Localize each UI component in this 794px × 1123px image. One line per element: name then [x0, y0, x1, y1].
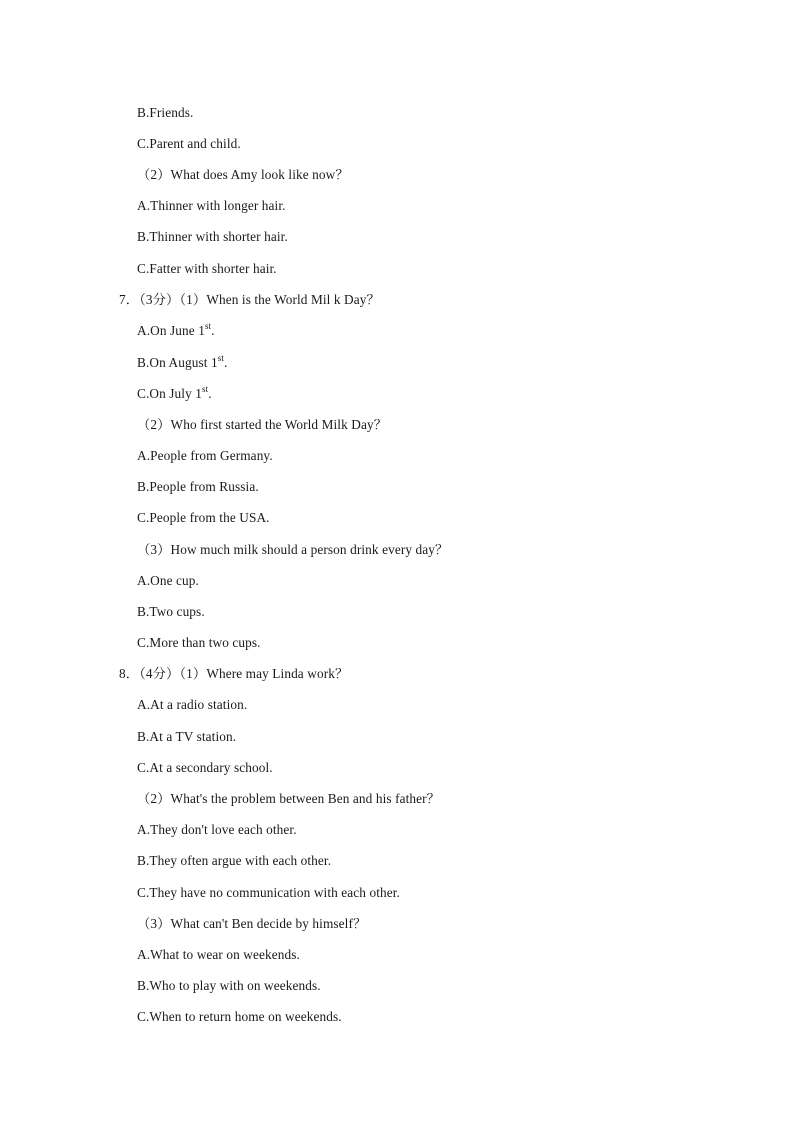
q7-sub2-option-b: B.People from Russia.: [137, 479, 259, 494]
option-end: .: [223, 355, 228, 370]
ordinal-suffix: st: [202, 383, 209, 394]
q8-sub1-option-a: A.At a radio station.: [137, 697, 248, 712]
q7-sub2-question: （2）Who first started the World Milk Day？: [137, 417, 388, 432]
q7-sub1-option-a: [137, 320, 215, 339]
ordinal-suffix: st: [204, 320, 212, 331]
q8-sub2-question: （2）What's the problem between Ben and his father？: [137, 791, 441, 806]
option-text: C.On July 1: [137, 386, 203, 401]
option-text: A.On June 1: [137, 323, 205, 338]
option-end: .: [208, 386, 212, 401]
q7-sub1-option-b: [137, 352, 228, 371]
q6-option-c: C.Parent and child.: [137, 136, 241, 151]
q7-sub2-option-a: A.People from Germany.: [137, 448, 273, 463]
q7-sub3-option-c: C.More than two cups.: [137, 635, 261, 650]
q6-sub2-option-b: B.Thinner with shorter hair.: [137, 229, 288, 244]
q7-sub3-option-a: A.One cup.: [137, 573, 199, 588]
q8-sub2-option-b: B.They often argue with each other.: [137, 853, 332, 868]
q7-sub3-option-b: B.Two cups.: [137, 604, 205, 619]
q8-header: 8．（4分）（1）Where may Linda work？: [119, 666, 349, 681]
q8-sub3-option-c: C.When to return home on weekends.: [137, 1009, 342, 1024]
q7-header: 7．（3分）（1）When is the World Mil k Day？: [119, 292, 380, 307]
q6-sub2-question: （2）What does Amy look like now？: [137, 167, 349, 182]
option-end: .: [211, 323, 215, 338]
q8-sub2-option-c: C.They have no communication with each other.: [137, 885, 400, 900]
q8-sub3-option-a: A.What to wear on weekends.: [137, 947, 300, 962]
q6-option-b: B.Friends.: [137, 105, 194, 120]
q7-sub3-question: （3）How much milk should a person drink every day？: [137, 542, 449, 557]
q6-sub2-option-c: C.Fatter with shorter hair.: [137, 261, 277, 276]
q7-sub2-option-c: C.People from the USA.: [137, 510, 270, 525]
q6-sub2-option-a: A.Thinner with longer hair.: [137, 198, 286, 213]
q8-sub1-option-c: C.At a secondary school.: [137, 760, 273, 775]
q7-sub1-option-c: [137, 383, 212, 402]
ordinal-suffix: st: [217, 352, 224, 363]
q8-sub1-option-b: B.At a TV station.: [137, 729, 237, 744]
q8-sub3-option-b: B.Who to play with on weekends.: [137, 978, 321, 993]
q8-sub3-question: （3）What can't Ben decide by himself？: [137, 916, 367, 931]
option-text: B.On August 1: [137, 355, 218, 370]
q8-sub2-option-a: A.They don't love each other.: [137, 822, 297, 837]
